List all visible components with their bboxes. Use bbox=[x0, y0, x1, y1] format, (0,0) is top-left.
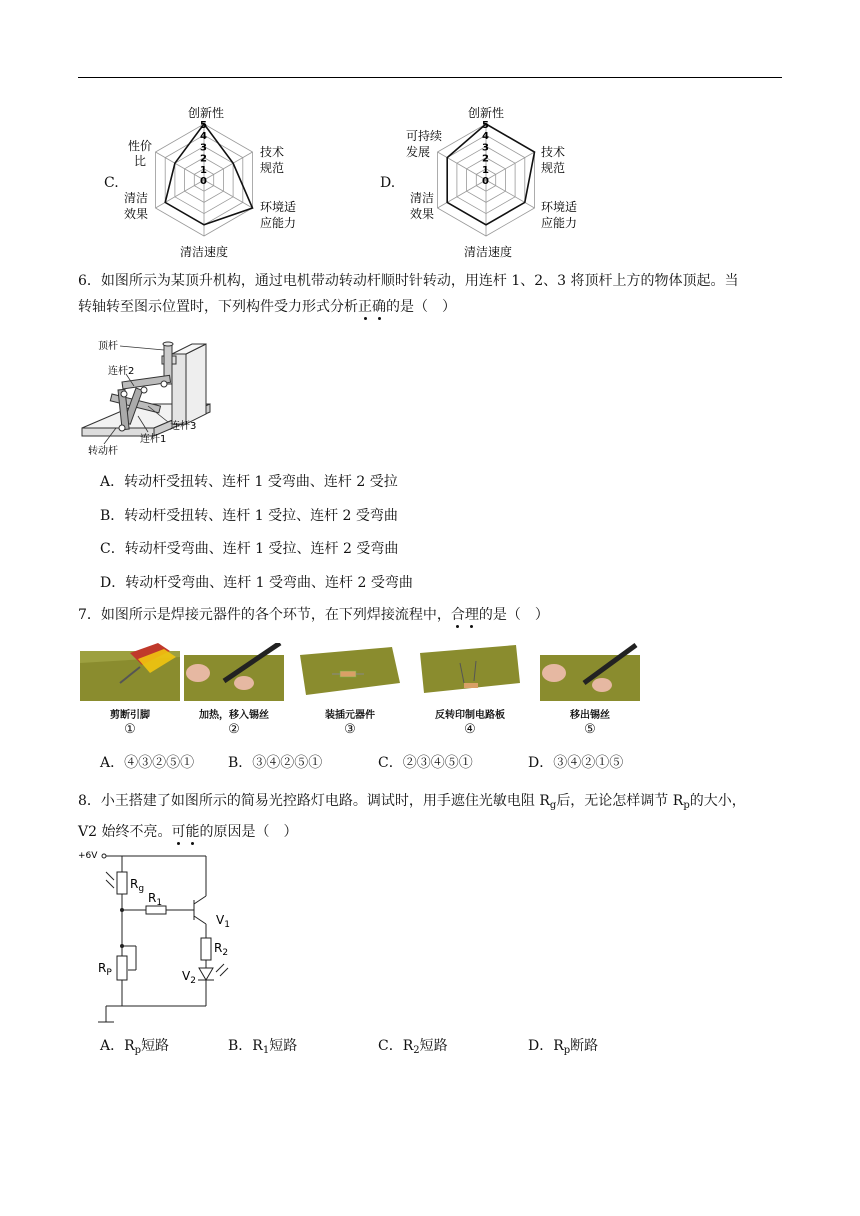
radarC-spoke-2 bbox=[204, 180, 252, 208]
radarD-tick-0: 0 bbox=[482, 176, 489, 187]
q8-line1a: 8．小王搭建了如图所示的简易光控路灯电路。调试时，用手遮住光敏电阻 R bbox=[78, 793, 550, 809]
q8-option-a[interactable] bbox=[100, 1036, 169, 1061]
radarD-spoke-4 bbox=[438, 180, 486, 208]
fig-label-ding: 顶杆 bbox=[98, 341, 118, 352]
step3-number: ③ bbox=[344, 722, 356, 737]
rp-label-sub: P bbox=[106, 968, 112, 978]
radarD-spoke-5 bbox=[438, 152, 486, 180]
v1-label-sub: 1 bbox=[224, 920, 230, 930]
q8-option-a-post: 短路 bbox=[141, 1038, 170, 1054]
step3-caption: 装插元器件 bbox=[325, 710, 375, 721]
radarD-tick-1: 1 bbox=[482, 164, 489, 176]
radarC-tick-3: 3 bbox=[200, 142, 207, 154]
q8-option-d-pre: D．R bbox=[528, 1038, 564, 1054]
q6-emphasis-1: 正 bbox=[358, 299, 372, 315]
v2-label-sub: 2 bbox=[190, 976, 196, 986]
q8-option-d-sub: p bbox=[563, 1045, 571, 1056]
q8-line1b: 后，无论怎样调节 R bbox=[556, 793, 684, 809]
step4-number: ④ bbox=[464, 722, 476, 737]
q7-option-a[interactable]: A．④③②⑤① bbox=[100, 755, 195, 771]
q6-line2b: 的是（ ） bbox=[386, 299, 456, 315]
radar-chart-d bbox=[400, 100, 580, 260]
q8-option-b-pre: B．R bbox=[228, 1038, 263, 1054]
step5-photo bbox=[540, 643, 640, 701]
v2-label bbox=[182, 969, 196, 986]
q8-option-b[interactable] bbox=[228, 1036, 297, 1061]
q8-line1 bbox=[78, 788, 784, 819]
step1-photo bbox=[80, 643, 180, 701]
option-d-letter: D. bbox=[380, 175, 396, 191]
radar-c-axis-tl2: 比 bbox=[134, 154, 147, 168]
q8-option-b-post: 短路 bbox=[269, 1038, 298, 1054]
r1-label-main: R bbox=[148, 891, 157, 905]
radar-d-axis-top: 创新性 bbox=[467, 106, 505, 120]
radarC-tick-2: 2 bbox=[200, 153, 207, 165]
radarC-tick-0: 0 bbox=[200, 176, 207, 187]
vcc-label: +6V bbox=[78, 851, 98, 861]
q8-emphasis-1: 可 bbox=[171, 824, 186, 840]
radar-c-axis-tr1: 技术 bbox=[260, 145, 285, 159]
radarC-tick-5: 5 bbox=[200, 120, 207, 131]
q7-line1a: 7．如图所示是焊接元器件的各个环节，在下列焊接流程中， bbox=[78, 607, 451, 623]
r2-label bbox=[214, 941, 228, 958]
step3-photo bbox=[300, 643, 400, 701]
q8-sub-p: p bbox=[683, 800, 690, 811]
radar-c-axis-br1: 环境适 bbox=[260, 200, 297, 214]
header-rule bbox=[78, 77, 782, 78]
v1-label-main: V bbox=[216, 913, 225, 927]
radarD-tick-3: 3 bbox=[482, 142, 489, 154]
v2-label-main: V bbox=[182, 969, 191, 983]
radar-c-axis-br2: 应能力 bbox=[260, 216, 297, 230]
q8-sub-g: g bbox=[549, 800, 557, 811]
q6-line2a: 转轴转至图示位置时，下列构件受力形式分析 bbox=[78, 299, 358, 315]
q8-line2a: V2 始终不亮。 bbox=[78, 824, 172, 840]
q8-option-a-sub: p bbox=[134, 1045, 142, 1056]
fig-label-lian1: 连杆1 bbox=[140, 434, 167, 445]
q6-line1: 6．如图所示为某顶升机构，通过电机带动转动杆顺时针转动，用连杆 1、2、3 将顶杆上方的物体顶起。当 bbox=[78, 273, 739, 289]
radar-chart-c bbox=[120, 100, 300, 260]
radarD-tick-4: 4 bbox=[482, 131, 489, 143]
radar-d-axis-tr2: 规范 bbox=[541, 161, 566, 175]
radar-d-axis-br2: 应能力 bbox=[541, 216, 578, 230]
q8-option-b-sub: 1 bbox=[262, 1045, 270, 1056]
radar-c-axis-bl1: 清洁 bbox=[124, 191, 149, 205]
radarD-tick-2: 2 bbox=[482, 153, 489, 165]
q8-option-c-post: 短路 bbox=[419, 1038, 448, 1054]
step5-caption: 移出锡丝 bbox=[570, 710, 610, 721]
radarC-tick-4: 4 bbox=[200, 131, 207, 143]
q8-circuit-diagram bbox=[76, 846, 256, 1026]
q6-option-c[interactable]: C．转动杆受弯曲、连杆 1 受拉、连杆 2 受弯曲 bbox=[100, 541, 399, 557]
radar-d-grid bbox=[438, 120, 535, 236]
r2-label-sub: 2 bbox=[222, 948, 229, 958]
radar-c-grid bbox=[156, 120, 253, 236]
q6-option-d[interactable]: D．转动杆受弯曲、连杆 1 受弯曲、连杆 2 受弯曲 bbox=[100, 575, 413, 591]
fig-label-lian2: 连杆2 bbox=[108, 366, 135, 377]
q8-option-c-sub: 2 bbox=[413, 1045, 420, 1056]
radar-d-axis-tl2: 发展 bbox=[406, 145, 431, 159]
radar-c-axis-top: 创新性 bbox=[187, 106, 225, 120]
q7-stem bbox=[78, 602, 784, 628]
q8-stem bbox=[78, 788, 784, 845]
radar-c-axis-tr2: 规范 bbox=[260, 161, 285, 175]
radarD-tick-5: 5 bbox=[482, 120, 489, 131]
q8-emphasis-2: 能 bbox=[185, 824, 200, 840]
step2-number: ② bbox=[228, 722, 240, 737]
q8-line2b: 的原因是（ ） bbox=[199, 824, 298, 840]
rg-label-sub: g bbox=[138, 884, 145, 894]
q6-lift-mechanism-figure bbox=[78, 332, 218, 460]
radar-c-axis-tl1: 性价 bbox=[128, 139, 153, 153]
q6-stem bbox=[78, 268, 784, 320]
fig-label-lian3: 连杆3 bbox=[170, 421, 197, 432]
q8-option-c[interactable] bbox=[378, 1036, 448, 1061]
q7-emphasis-2: 理 bbox=[464, 607, 479, 623]
radar-d-axis-tr1: 技术 bbox=[541, 145, 566, 159]
radarD-spoke-1 bbox=[486, 152, 534, 180]
q8-option-d-post: 断路 bbox=[570, 1038, 599, 1054]
q8-option-d[interactable] bbox=[528, 1036, 598, 1061]
radar-d-axis-tl1: 可持续 bbox=[406, 129, 443, 143]
q8-option-a-pre: A．R bbox=[100, 1038, 135, 1054]
q6-emphasis-2: 确 bbox=[372, 299, 386, 315]
step1-caption: 剪断引脚 bbox=[110, 710, 150, 721]
radarC-spoke-4 bbox=[156, 180, 204, 208]
q7-emphasis-1: 合 bbox=[450, 607, 465, 623]
q6-line2 bbox=[78, 294, 784, 320]
step2-photo bbox=[184, 643, 284, 701]
q8-line2 bbox=[78, 819, 784, 845]
radar-d-axis-bottom: 清洁速度 bbox=[463, 245, 513, 259]
rp-label bbox=[98, 961, 112, 978]
radar-c-axis-bottom: 清洁速度 bbox=[179, 245, 229, 259]
radar-d-axis-bl1: 清洁 bbox=[410, 191, 435, 205]
q8-option-c-pre: C．R bbox=[378, 1038, 414, 1054]
r1-label bbox=[148, 891, 162, 908]
v1-label bbox=[216, 913, 230, 930]
radarC-tick-1: 1 bbox=[200, 164, 207, 176]
step2-caption: 加热，移入锡丝 bbox=[199, 710, 269, 721]
q8-line1c: 的大小， bbox=[689, 793, 746, 809]
q7-line1b: 的是（ ） bbox=[478, 607, 549, 623]
q6-option-b[interactable]: B．转动杆受扭转、连杆 1 受拉、连杆 2 受弯曲 bbox=[100, 508, 398, 524]
radar-d-axis-br1: 环境适 bbox=[541, 200, 578, 214]
option-c-letter: C. bbox=[104, 175, 119, 191]
q7-option-d[interactable]: D．③④②①⑤ bbox=[528, 755, 624, 771]
q7-option-b[interactable]: B．③④②⑤① bbox=[228, 755, 323, 771]
r1-label-sub: 1 bbox=[156, 898, 163, 908]
step5-number: ⑤ bbox=[584, 722, 596, 737]
step4-photo bbox=[420, 643, 520, 701]
q7-option-c[interactable]: C．②③④⑤① bbox=[378, 755, 473, 771]
q6-option-a[interactable]: A．转动杆受扭转、连杆 1 受弯曲、连杆 2 受拉 bbox=[100, 474, 398, 490]
rp-label-main: R bbox=[98, 961, 107, 975]
rg-label bbox=[130, 877, 144, 894]
radar-c-axis-bl2: 效果 bbox=[124, 207, 149, 221]
step1-number: ① bbox=[124, 722, 136, 737]
radar-d-axis-bl2: 效果 bbox=[410, 207, 435, 221]
rg-label-main: R bbox=[130, 877, 139, 891]
r2-label-main: R bbox=[214, 941, 223, 955]
fig-label-zhuan: 转动杆 bbox=[88, 446, 118, 457]
step4-caption: 反转印制电路板 bbox=[435, 710, 505, 721]
